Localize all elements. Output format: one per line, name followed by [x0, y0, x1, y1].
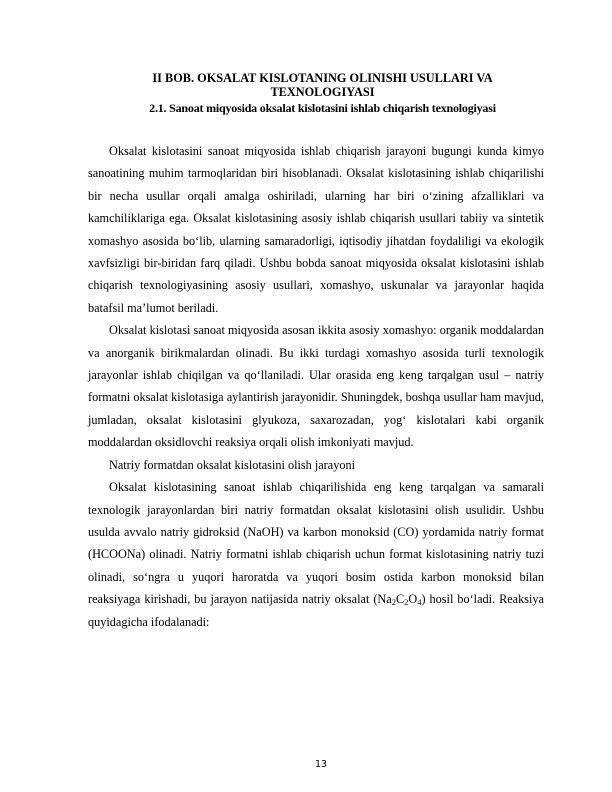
paragraph-text-end: ) hosil bo‘ladi. Reaksiya quyidagicha ifodalanadi: — [88, 592, 544, 629]
formula-na: Na — [377, 592, 392, 607]
paragraph-text: Oksalat kislotasining sanoat ishlab chiqarilishida eng keng tarqalgan va samarali texnologik jarayonlardan biri natriy formatdan oksalat kislotasini olish usulidir. Ushbu usulda avvalo natriy gidroksid (NaOH) va karbon monoksid (CO) yordamida natriy format (HCOONa) olinadi. Natriy formatni ishlab chiqarish uchun format kislotasining natriy tuzi olinadi, so‘ngra u yuqori haroratda va yuqori bosim ostida karbon monoksid bilan reaksiyaga kirishadi, bu jarayon natijasida natriy oksalat ( — [88, 480, 544, 607]
formula-subscript-o: 4 — [417, 597, 422, 608]
page-number: 13 — [314, 759, 328, 770]
chapter-title: II BOB. OKSALAT KISLOTANING OLINISHI USULLARI VA TEXNOLOGIYASI — [152, 71, 493, 99]
paragraph-raw-materials: Oksalat kislotasi sanoat miqyosida asosan ikkita asosiy xomashyo: organik moddalardan va anorganik birikmalardan olinadi. Bu ikki turdagi xomashyo asosida turli texnologik jarayonlar ishlab chiqilgan va qo‘llaniladi. Ular orasida eng keng tarqalgan usul – natriy formatni oksalat kislotasiga aylantirish jarayonidir. Shuningdek, boshqa usullar ham mavjud, jumladan, oksalat kislotasini glyukoza, saxarozadan, yog‘ kislotalari kabi organik moddalardan oksidlovchi reaksiya orqali olish imkoniyati mavjud. — [88, 323, 544, 450]
section-title: 2.1. Sanoat miqyosida oksalat kislotasini ishlab chiqarish texnologiyasi — [149, 101, 496, 115]
formula-subscript-na: 2 — [391, 597, 396, 608]
subheading-sodium-formate: Natriy formatdan oksalat kislotasini olish jarayoni — [109, 457, 355, 472]
formula-o: O — [408, 592, 418, 607]
paragraph-sodium-formate-process — [88, 476, 544, 633]
body-text — [88, 140, 544, 633]
formula-subscript-c: 2 — [404, 597, 409, 608]
paragraph-intro: Oksalat kislotasini sanoat miqyosida ishlab chiqarish jarayoni bugungi kunda kimyo sanoatining muhim tarmoqlaridan biri hisoblanadi. Oksalat kislotasining ishlab chiqarilishi bir necha usullar orqali amalga oshiriladi, ularning har biri o‘zining afzalliklari va kamchiliklariga ega. Oksalat kislotasining asosiy ishlab chiqarish usullari tabiiy va sintetik xomashyo asosida bo‘lib, ularning samaradorligi, iqtisodiy jihatdan foydaliligi va ekologik xavfsizligi bir-biridan farq qiladi. Ushbu bobda sanoat miqyosida oksalat kislotasini ishlab chiqarish texnologiyasining asosiy usullari, xomashyo, uskunalar va jarayonlar haqida batafsil ma’lumot beriladi. — [88, 144, 544, 315]
formula-c: C — [395, 592, 405, 607]
